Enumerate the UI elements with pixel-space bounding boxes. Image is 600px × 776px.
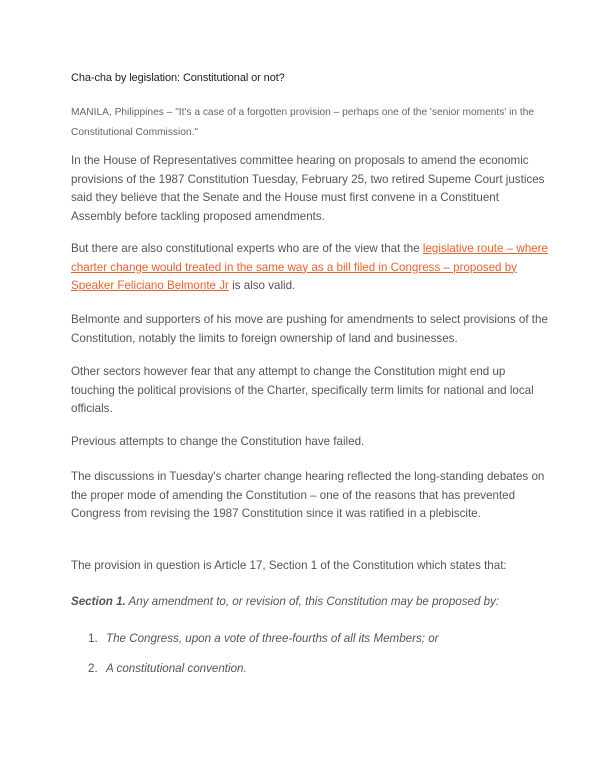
paragraph-5: Previous attempts to change the Constitution have failed. <box>71 435 365 448</box>
paragraph-3: Belmonte and supporters of his move are pushing for amendments to select provisions of the Constitution, notably the limits to foreign ownership of land and businesses. <box>71 313 548 345</box>
article-title: Cha-cha by legislation: Constitutional or not? <box>71 72 285 84</box>
list-item-number: 2. <box>88 662 98 675</box>
legislative-route-link[interactable]: legislative route – where charter change would treated in the same way as a bill filed in Congress – proposed by Speaker Feliciano Belmonte Jr <box>71 242 548 293</box>
paragraph-2-before: But there are also constitutional experts who are of the view that the <box>71 242 423 255</box>
list-item-text: The Congress, upon a vote of three-fourths of all its Members; or <box>106 632 439 645</box>
list-item-text: A constitutional convention. <box>106 662 247 675</box>
paragraph-6: The discussions in Tuesday's charter change hearing reflected the long-standing debates on the proper mode of amending the Constitution – one of the reasons that has prevented Congress from revising the 1987 Constitution since it was ratified in a plebiscite. <box>71 470 545 521</box>
list-item-number: 1. <box>88 632 98 645</box>
paragraph-4: Other sectors however fear that any attempt to change the Constitution might end up touching the political provisions of the Charter, specifically term limits for national and local officials. <box>71 365 534 416</box>
section-text: Any amendment to, or revision of, this Constitution may be proposed by: <box>125 595 500 608</box>
article-lede: MANILA, Philippines – "It's a case of a forgotten provision – perhaps one of the 'senior moments' in the Constitutional Commission." <box>71 107 535 138</box>
paragraph-1: In the House of Representatives committee hearing on proposals to amend the economic provisions of the 1987 Constitution Tuesday, February 25, two retired Supeme Court justices said they believe that the Senate and the House must first convene in a Constituent Assembly before tackling proposed amendments. <box>71 154 545 223</box>
paragraph-7: The provision in question is Article 17, Section 1 of the Constitution which states that: <box>71 559 507 572</box>
list-item <box>88 632 439 645</box>
section-quote <box>71 595 551 608</box>
section-label: Section 1. <box>71 595 126 608</box>
paragraph-2-after: is also valid. <box>228 279 296 293</box>
list-item <box>88 662 247 675</box>
paragraph-2 <box>71 240 551 296</box>
